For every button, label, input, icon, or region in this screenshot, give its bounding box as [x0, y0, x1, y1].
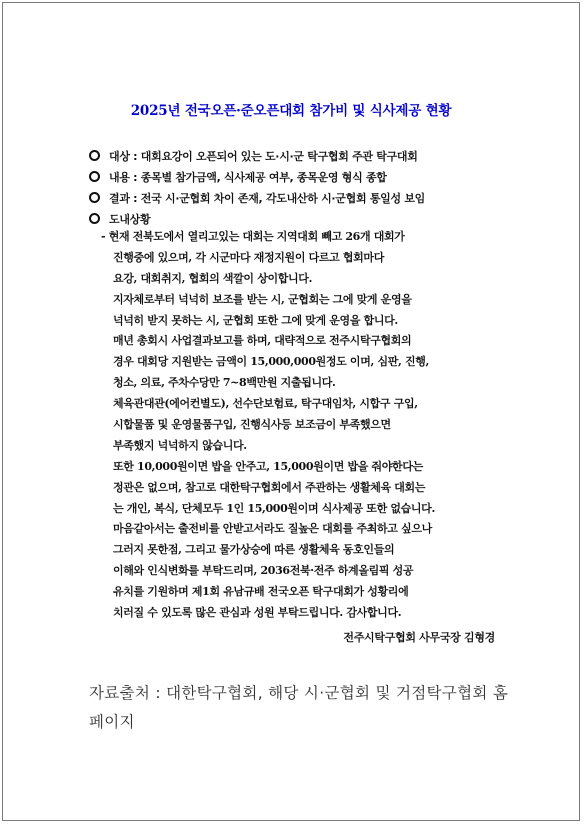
body-line: 유치를 기원하며 제1회 유남규배 전국오픈 탁구대회가 성황리에: [113, 585, 409, 599]
body-line: 청소, 의료, 주차수당만 7~8백만원 지출됩니다.: [113, 376, 336, 390]
body-line: 그러지 못한점, 그리고 물가상승에 따른 생활체육 동호인들의: [113, 543, 395, 557]
document-title: 2025년 전국오픈·준오픈대회 참가비 및 식사제공 현황: [130, 103, 452, 119]
body-line: 또한 10,000원이면 밥을 안주고, 15,000원이면 밥을 줘야한다는: [113, 459, 423, 473]
body-line: - 현재 전북도에서 열리고있는 대회는 지역대회 빼고 26개 대회가: [101, 230, 405, 243]
body-line: 부족했지 넉넉하지 않습니다.: [113, 438, 247, 452]
bullet-target: [89, 145, 529, 166]
circle-bullet-icon: [89, 213, 100, 224]
body-line: 넉넉히 받지 못하는 시, 군협회 또한 그에 맞게 운영을 합니다.: [113, 313, 398, 327]
summary-bullet-list: [89, 145, 529, 229]
body-line: 치러질 수 있도록 많은 관심과 성원 부탁드립니다. 감사합니다.: [113, 606, 402, 620]
circle-bullet-icon: [89, 192, 100, 203]
circle-bullet-icon: [89, 150, 100, 161]
body-line: 정관은 없으며, 참고로 대한탁구협회에서 주관하는 생활체육 대회는: [113, 480, 426, 494]
bullet-text: 대상 : 대회요강이 오픈되어 있는 도·시·군 탁구협회 주관 탁구대회: [109, 149, 418, 163]
bullet-text: 결과 : 전국 시·군협회 차이 존재, 각도내산하 시·군협회 통일성 보임: [109, 191, 425, 205]
body-line: 경우 대회당 지원받는 금액이 15,000,000원정도 이며, 심판, 진행,: [113, 355, 429, 369]
body-line: 지자체로부터 넉넉히 보조를 받는 시, 군협회는 그에 맞게 운영을: [113, 292, 412, 306]
body-line: 진행중에 있으며, 각 시군마다 재정지원이 다르고 협회마다: [113, 250, 384, 264]
body-line: 체육관대관(에어컨별도), 선수단보험료, 탁구대임차, 시합구 구입,: [113, 397, 418, 411]
body-line: 요강, 대회취지, 협회의 색깔이 상이합니다.: [113, 271, 313, 285]
bullet-text: 도내상황: [109, 212, 151, 226]
body-line: 매년 총회시 사업결과보고를 하며, 대략적으로 전주시탁구협회의: [113, 334, 412, 348]
bullet-provincial-status: [89, 208, 529, 229]
bullet-text: 내용 : 종목별 참가금액, 식사제공 여부, 종목운영 형식 종합: [109, 170, 387, 184]
body-line: 이해와 인식변화를 부탁드리며, 2036전북·전주 하계올림픽 성공: [113, 564, 414, 578]
bullet-content: [89, 166, 529, 187]
bullet-result: [89, 187, 529, 208]
author-signature: 전주시탁구협회 사무국장 김형경: [343, 631, 495, 644]
source-attribution: 자료출처 : 대한탁구협회, 해당 시·군협회 및 거점탁구협회 홈페이지: [89, 684, 509, 731]
body-line: 는 개인, 복식, 단체모두 1인 15,000원이며 식사제공 또한 없습니다.: [113, 501, 435, 515]
circle-bullet-icon: [89, 171, 100, 182]
body-paragraph: [101, 227, 521, 624]
body-line: 시합물품 및 운영물품구입, 진행식사등 보조금이 부족했으면: [113, 418, 391, 432]
document-page: [2, 2, 580, 821]
body-line: 마음같아서는 출전비를 안받고서라도 질높은 대회를 주최하고 싶으나: [113, 522, 432, 536]
